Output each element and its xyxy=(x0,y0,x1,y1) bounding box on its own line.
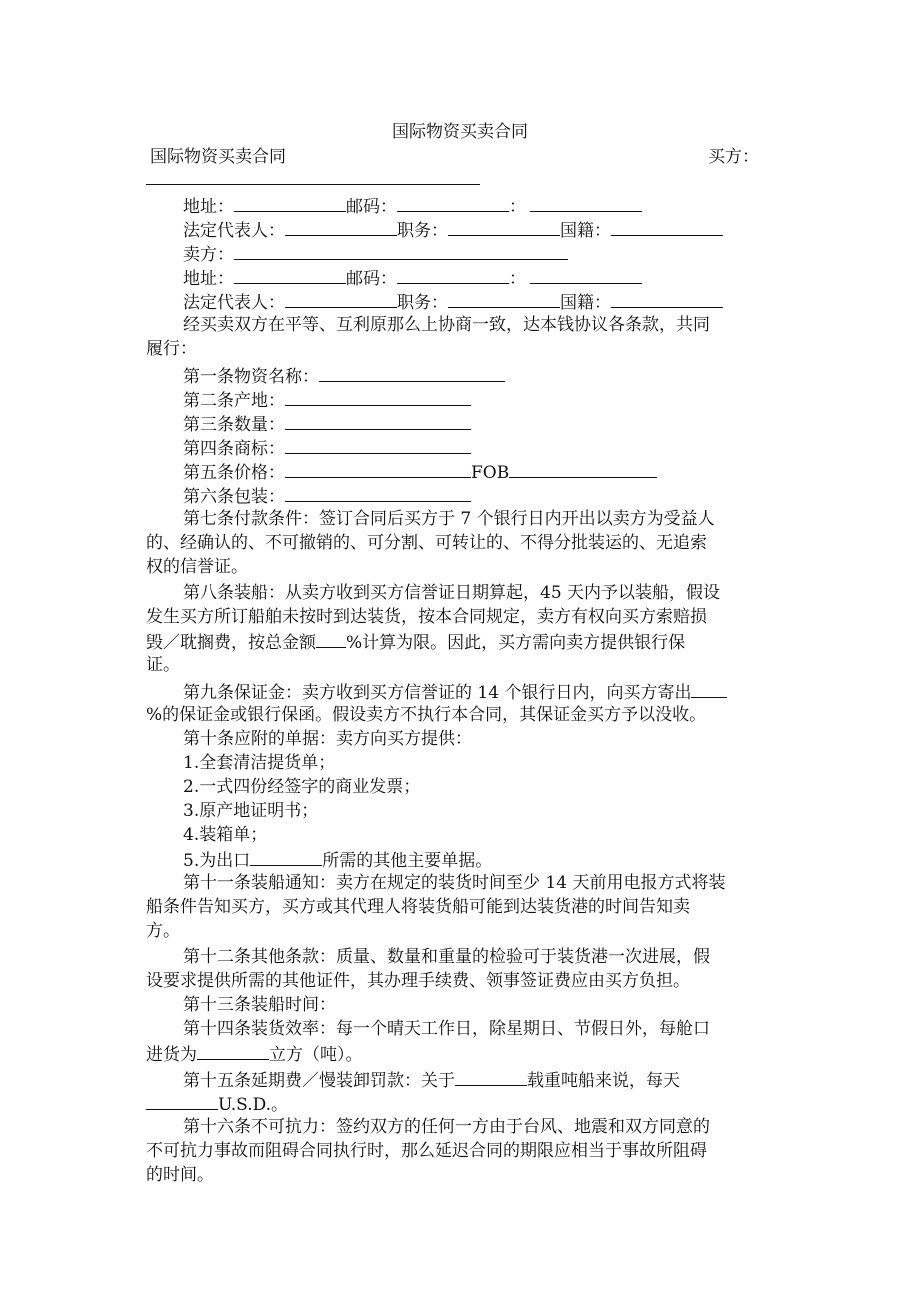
address-blank xyxy=(234,265,346,284)
article-4-label: 第四条商标： xyxy=(183,439,285,459)
legal-rep-blank xyxy=(285,289,397,308)
article-16-line: 第十六条不可抗力：签约双方的任何一方由于台风、地震和双方同意的 xyxy=(183,1117,710,1137)
seller-address-row xyxy=(183,265,642,291)
packing-blank xyxy=(285,483,471,502)
article-15-line xyxy=(183,1067,680,1093)
article-3 xyxy=(183,411,471,437)
article-7-line: 的、经确认的、不可撤销的、可分割、可转让的、不得分批装运的、无追索 xyxy=(146,533,707,553)
intro-line: 经买卖双方在平等、互利原那么上协商一致，达本钱协议各条款，共同 xyxy=(183,315,710,335)
article-3-label: 第三条数量： xyxy=(183,415,285,435)
article-14-text-b: 立方（吨）。 xyxy=(269,1045,363,1065)
postcode-label: 邮码： xyxy=(346,269,397,289)
article-14-text-a: 进货为 xyxy=(146,1045,197,1065)
article-13-line: 第十三条装船时间： xyxy=(183,995,336,1015)
article-9-text: 第九条保证金：卖方收到买方信誉证的 14 个银行日内，向买方寄出 xyxy=(183,683,692,703)
article-5-label: 第五条价格： xyxy=(183,463,285,483)
article-10-line: 第十条应附的单据：卖方向买方提供： xyxy=(183,729,472,749)
document-item: 1.全套清洁提货单； xyxy=(183,753,336,773)
buyer-label: 买方： xyxy=(708,147,759,167)
seller-row xyxy=(183,241,568,267)
loading-rate-blank xyxy=(197,1041,269,1060)
article-8-line: 第八条装船：从卖方收到买方信誉证日期算起，45 天内予以装船，假设 xyxy=(183,583,721,603)
article-14-line xyxy=(146,1041,363,1067)
currency-label: U.S.D.。 xyxy=(218,1095,289,1115)
legal-rep-label: 法定代表人： xyxy=(183,221,285,241)
article-8-text-a: 毁／耽搁费，按总金额 xyxy=(146,633,316,653)
article-2 xyxy=(183,387,471,413)
tonnage-blank xyxy=(455,1067,527,1086)
article-11-line: 方。 xyxy=(146,921,180,941)
article-14-line: 第十四条装货效率：每一个晴天工作日，除星期日、节假日外，每舱口 xyxy=(183,1019,710,1039)
nationality-label: 国籍： xyxy=(560,293,611,313)
extra-blank xyxy=(530,193,642,212)
document-item: 2.一式四份经签字的商业发票； xyxy=(183,777,421,797)
document-item-text-b: 所需的其他主要单据。 xyxy=(322,851,493,871)
nationality-blank xyxy=(611,217,723,236)
article-8-line xyxy=(146,629,685,655)
demurrage-amount-blank xyxy=(146,1091,218,1110)
seller-name-blank xyxy=(234,241,568,260)
article-7-line: 第七条付款条件：签订合同后买方于 7 个银行日内开出以卖方为受益人 xyxy=(183,509,715,529)
article-16-line: 的时间。 xyxy=(146,1165,214,1185)
article-4 xyxy=(183,435,471,461)
legal-rep-blank xyxy=(285,217,397,236)
colon-label: ： xyxy=(509,197,526,217)
address-label: 地址： xyxy=(183,197,234,217)
document-item: 3.原产地证明书； xyxy=(183,801,319,821)
article-15-line xyxy=(146,1091,288,1117)
article-11-line: 船条件告知买方，买方或其代理人将装货船可能到达装货港的时间告知卖 xyxy=(146,897,690,917)
postcode-label: 邮码： xyxy=(346,197,397,217)
article-11-line: 第十一条装船通知：卖方在规定的装货时间至少 14 天前用电报方式将装 xyxy=(183,873,726,893)
postcode-blank xyxy=(397,265,509,284)
nationality-blank xyxy=(611,289,723,308)
buyer-legal-rep-row xyxy=(183,217,723,243)
article-9-line xyxy=(183,679,727,705)
intro-line: 履行： xyxy=(146,339,197,359)
document-item xyxy=(183,847,492,873)
document-title: 国际物资买卖合同 xyxy=(392,122,528,142)
position-blank xyxy=(448,217,560,236)
legal-rep-label: 法定代表人： xyxy=(183,293,285,313)
article-1 xyxy=(183,363,505,389)
price-blank xyxy=(285,459,471,478)
buyer-name-blank xyxy=(146,166,480,192)
goods-name-blank xyxy=(319,363,505,382)
position-label: 职务： xyxy=(397,221,448,241)
seller-legal-rep-row xyxy=(183,289,723,315)
origin-blank xyxy=(285,387,471,406)
article-15-text-b: 载重吨船来说，每天 xyxy=(527,1071,680,1091)
document-item-text-a: 5.为出口 xyxy=(183,851,251,871)
article-16-line: 不可抗力事故而阻碍合同执行时，那么延迟合同的期限应相当于事故所阻碍 xyxy=(146,1141,707,1161)
article-6 xyxy=(183,483,471,509)
export-country-blank xyxy=(250,847,322,866)
article-12-line: 第十二条其他条款：质量、数量和重量的检验可于装货港一次进展，假 xyxy=(183,947,710,967)
fob-label: FOB xyxy=(471,463,510,483)
postcode-blank xyxy=(397,193,509,212)
article-7-line: 权的信誉证。 xyxy=(146,557,248,577)
buyer-address-row xyxy=(183,193,642,219)
header-title-left: 国际物资买卖合同 xyxy=(150,147,286,167)
address-blank xyxy=(234,193,346,212)
fob-blank xyxy=(509,459,657,478)
article-5 xyxy=(183,459,657,485)
position-blank xyxy=(448,289,560,308)
extra-blank xyxy=(530,265,642,284)
article-15-text-a: 第十五条延期费／慢装卸罚款：关于 xyxy=(183,1071,455,1091)
nationality-label: 国籍： xyxy=(560,221,611,241)
colon-label: ： xyxy=(509,269,526,289)
article-8-line: 证。 xyxy=(146,655,180,675)
address-label: 地址： xyxy=(183,269,234,289)
article-12-line: 设要求提供所需的其他证件，其办理手续费、领事签证费应由买方负担。 xyxy=(146,971,690,991)
article-9-line: %的保证金或银行保函。假设卖方不执行本合同，其保证金买方予以没收。 xyxy=(146,705,707,725)
article-2-label: 第二条产地： xyxy=(183,391,285,411)
deposit-percent-blank xyxy=(691,679,727,698)
position-label: 职务： xyxy=(397,293,448,313)
seller-label: 卖方： xyxy=(183,245,234,265)
document-item: 4.装箱单； xyxy=(183,825,268,845)
quantity-blank xyxy=(285,411,471,430)
article-1-label: 第一条物资名称： xyxy=(183,367,319,387)
article-6-label: 第六条包装： xyxy=(183,487,285,507)
article-8-line: 发生买方所订船舶未按时到达装货，按本合同规定，卖方有权向买方索赔损 xyxy=(146,607,707,627)
article-8-text-b: %计算为限。因此，买方需向卖方提供银行保 xyxy=(346,633,686,653)
percent-blank xyxy=(316,629,346,648)
trademark-blank xyxy=(285,435,471,454)
